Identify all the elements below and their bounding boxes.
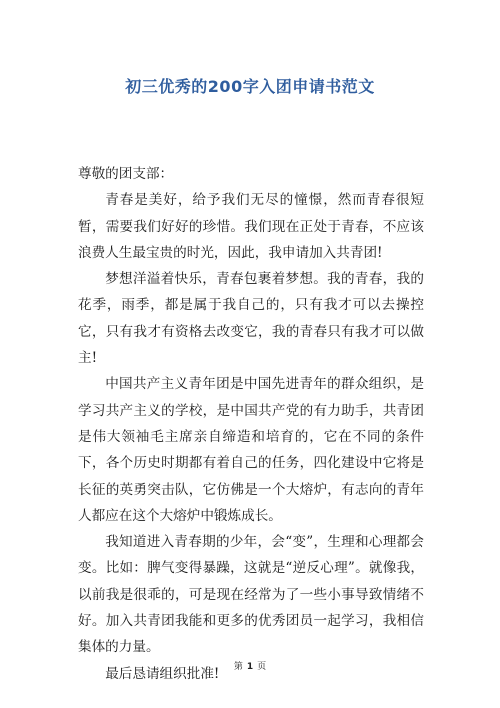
- paragraph-3: 中国共产主义青年团是中国先进青年的群众组织，是学习共产主义的学校，是中国共产党的有力助手，共青团是伟大领袖毛主席亲自缔造和培育的，它在不同的条件下，各个历史时期都有着自己的任务，四化建设中它将是长征的英勇突击队，它仿佛是一个大熔炉，有志向的青年人都应在这个大熔炉中锻炼成长。: [78, 376, 424, 524]
- page-number: 1: [246, 662, 254, 672]
- paragraph-5: 最后恳请组织批准!: [105, 665, 220, 682]
- document-title: 初三优秀的200字入团申请书范文: [125, 77, 375, 96]
- paragraph-4: 我知道进入青春期的少年，会“变”，生理和心理都会变。比如：脾气变得暴躁，这就是“逆反心理”。就像我，以前我是很乖的，可是现在经常为了一些小事导致情绪不好。加入共青团我能和更多的优秀团员一起学习，我相信集体的力量。: [78, 534, 424, 656]
- paragraph-2: 梦想洋溢着快乐，青春包裹着梦想。我的青春，我的花季，雨季，都是属于我自己的，只有我才可以去操控它，只有我才有资格去改变它，我的青春只有我才可以做主!: [78, 271, 424, 367]
- page-footer: [0, 659, 500, 672]
- footer-prefix: 第: [233, 662, 243, 672]
- paragraph-1: 青春是美好，给予我们无尽的憧憬，然而青春很短暂，需要我们好好的珍惜。我们现在正处于青春，不应该浪费人生最宝贵的时光，因此，我申请加入共青团!: [78, 192, 424, 261]
- footer-suffix: 页: [257, 662, 267, 672]
- salutation: 尊敬的团支部：: [78, 166, 174, 182]
- document-body: [78, 161, 424, 687]
